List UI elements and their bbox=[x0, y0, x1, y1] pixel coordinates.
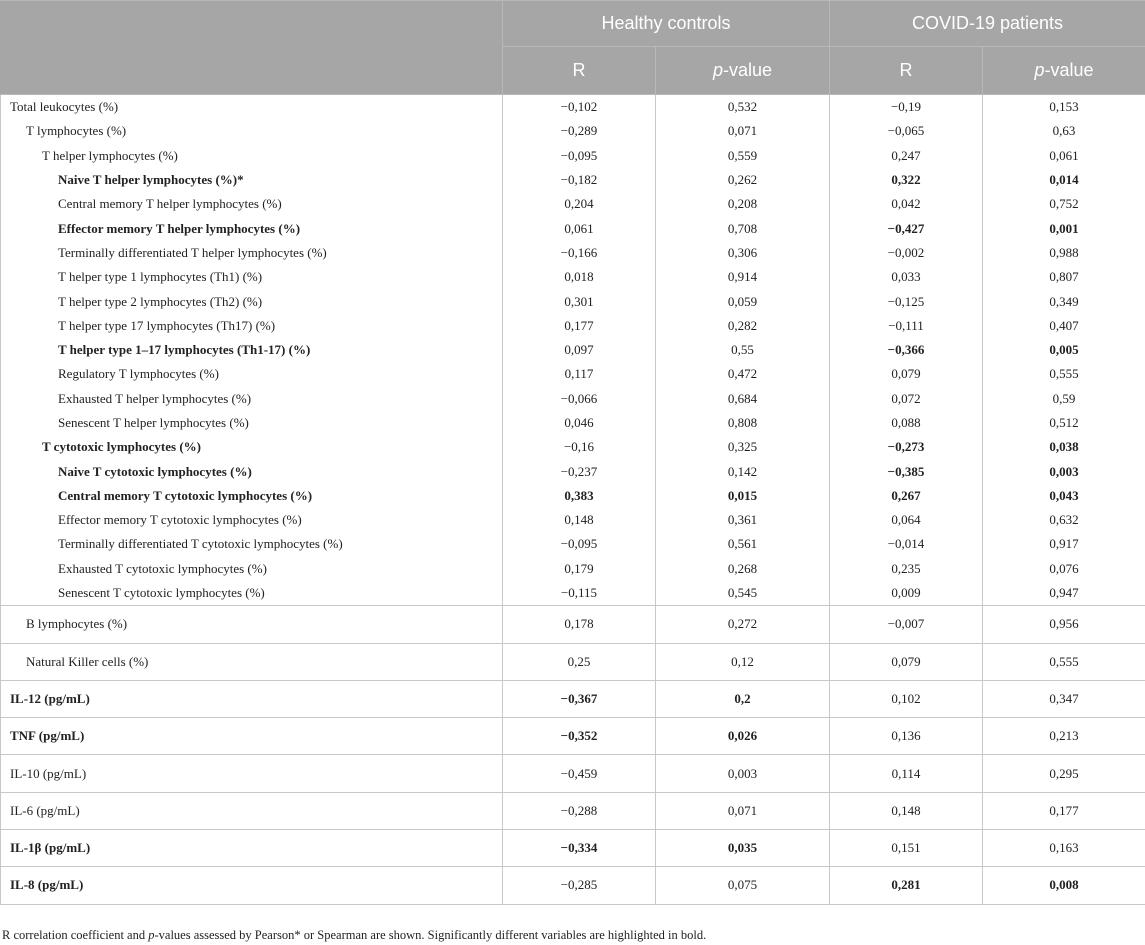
cv-r-value: 0,072 bbox=[830, 387, 983, 411]
cv-p-value: 0,014 bbox=[983, 168, 1145, 192]
cv-p-value: 0,555 bbox=[983, 643, 1145, 680]
hc-p-value: 0,708 bbox=[656, 216, 830, 240]
hc-p-value: 0,272 bbox=[656, 606, 830, 643]
hc-r-value: 0,177 bbox=[503, 314, 656, 338]
cv-r-value: 0,281 bbox=[830, 867, 983, 904]
table-row bbox=[1, 581, 1145, 606]
footnote-part1: R correlation coefficient and bbox=[2, 928, 149, 942]
hc-r-value: 0,061 bbox=[503, 216, 656, 240]
footnote-part2: -values assessed by Pearson* or Spearman are shown. Significantly different variables are highlighted in bold. bbox=[154, 928, 707, 942]
table-row bbox=[1, 241, 1145, 265]
hc-r-value: 0,117 bbox=[503, 362, 656, 386]
hc-p-value: 0,075 bbox=[656, 867, 830, 904]
row-label: Terminally differentiated T cytotoxic lymphocytes (%) bbox=[1, 532, 503, 556]
hc-r-value: 0,018 bbox=[503, 265, 656, 289]
cv-r-value: 0,235 bbox=[830, 557, 983, 581]
hc-p-value: 0,026 bbox=[656, 718, 830, 755]
hc-p-value: 0,684 bbox=[656, 387, 830, 411]
row-label: IL-8 (pg/mL) bbox=[1, 867, 503, 904]
cv-r-value: 0,102 bbox=[830, 680, 983, 717]
cv-r-value: −0,007 bbox=[830, 606, 983, 643]
row-label: T helper lymphocytes (%) bbox=[1, 144, 503, 168]
cv-p-value: 0,001 bbox=[983, 216, 1145, 240]
hc-p-value: 0,142 bbox=[656, 459, 830, 483]
hc-r-value: −0,095 bbox=[503, 144, 656, 168]
cv-r-value: 0,151 bbox=[830, 830, 983, 867]
row-label: Senescent T helper lymphocytes (%) bbox=[1, 411, 503, 435]
row-label: Regulatory T lymphocytes (%) bbox=[1, 362, 503, 386]
cv-r-value: −0,19 bbox=[830, 95, 983, 120]
cv-p-value: 0,043 bbox=[983, 484, 1145, 508]
row-label: T helper type 17 lymphocytes (Th17) (%) bbox=[1, 314, 503, 338]
hc-r-value: −0,367 bbox=[503, 680, 656, 717]
hc-p-value: 0,545 bbox=[656, 581, 830, 606]
cv-r-value: 0,136 bbox=[830, 718, 983, 755]
header-cv-p bbox=[983, 47, 1145, 95]
cv-p-value: 0,153 bbox=[983, 95, 1145, 120]
row-label: Exhausted T helper lymphocytes (%) bbox=[1, 387, 503, 411]
table-row bbox=[1, 216, 1145, 240]
hc-r-value: 0,383 bbox=[503, 484, 656, 508]
row-label: Senescent T cytotoxic lymphocytes (%) bbox=[1, 581, 503, 606]
table-row bbox=[1, 362, 1145, 386]
hc-p-value: 0,208 bbox=[656, 192, 830, 216]
cv-p-value: 0,59 bbox=[983, 387, 1145, 411]
footnote-italic-p: p bbox=[148, 928, 155, 942]
hc-p-value: 0,262 bbox=[656, 168, 830, 192]
hc-r-value: 0,178 bbox=[503, 606, 656, 643]
row-label: T lymphocytes (%) bbox=[1, 119, 503, 143]
cv-r-value: −0,111 bbox=[830, 314, 983, 338]
row-label: Central memory T cytotoxic lymphocytes (%) bbox=[1, 484, 503, 508]
row-label: T helper type 2 lymphocytes (Th2) (%) bbox=[1, 289, 503, 313]
row-label: Terminally differentiated T helper lymphocytes (%) bbox=[1, 241, 503, 265]
table-row bbox=[1, 338, 1145, 362]
cv-p-value: 0,555 bbox=[983, 362, 1145, 386]
hc-r-value: −0,16 bbox=[503, 435, 656, 459]
cv-p-value: 0,005 bbox=[983, 338, 1145, 362]
hc-r-value: −0,095 bbox=[503, 532, 656, 556]
row-label: Central memory T helper lymphocytes (%) bbox=[1, 192, 503, 216]
hc-p-value: 0,532 bbox=[656, 95, 830, 120]
row-label: Exhausted T cytotoxic lymphocytes (%) bbox=[1, 557, 503, 581]
cv-r-value: −0,065 bbox=[830, 119, 983, 143]
hc-p-value: 0,2 bbox=[656, 680, 830, 717]
hc-r-value: 0,046 bbox=[503, 411, 656, 435]
table-row bbox=[1, 484, 1145, 508]
cv-r-value: 0,322 bbox=[830, 168, 983, 192]
cv-p-value: 0,177 bbox=[983, 792, 1145, 829]
row-label: Naive T cytotoxic lymphocytes (%) bbox=[1, 459, 503, 483]
hc-p-value: 0,914 bbox=[656, 265, 830, 289]
row-label: T helper type 1–17 lymphocytes (Th1-17) (%) bbox=[1, 338, 503, 362]
header-cv-p-suffix: -value bbox=[1044, 60, 1094, 80]
row-label: TNF (pg/mL) bbox=[1, 718, 503, 755]
header-healthy-controls: Healthy controls bbox=[503, 1, 830, 47]
hc-p-value: 0,059 bbox=[656, 289, 830, 313]
table-footnote bbox=[2, 928, 706, 943]
row-label: T cytotoxic lymphocytes (%) bbox=[1, 435, 503, 459]
cv-p-value: 0,003 bbox=[983, 459, 1145, 483]
table-row bbox=[1, 606, 1145, 643]
table-row bbox=[1, 680, 1145, 717]
hc-r-value: −0,102 bbox=[503, 95, 656, 120]
hc-p-value: 0,268 bbox=[656, 557, 830, 581]
table-row bbox=[1, 435, 1145, 459]
hc-r-value: 0,148 bbox=[503, 508, 656, 532]
table-row bbox=[1, 532, 1145, 556]
cv-p-value: 0,008 bbox=[983, 867, 1145, 904]
cv-r-value: −0,273 bbox=[830, 435, 983, 459]
cv-r-value: −0,366 bbox=[830, 338, 983, 362]
row-label: IL-12 (pg/mL) bbox=[1, 680, 503, 717]
hc-r-value: −0,459 bbox=[503, 755, 656, 792]
cv-p-value: 0,752 bbox=[983, 192, 1145, 216]
hc-p-value: 0,55 bbox=[656, 338, 830, 362]
row-label: B lymphocytes (%) bbox=[1, 606, 503, 643]
hc-r-value: 0,301 bbox=[503, 289, 656, 313]
table-header bbox=[1, 1, 1145, 95]
cv-p-value: 0,988 bbox=[983, 241, 1145, 265]
table-row bbox=[1, 643, 1145, 680]
cv-p-value: 0,213 bbox=[983, 718, 1145, 755]
cv-r-value: 0,247 bbox=[830, 144, 983, 168]
row-label: IL-1β (pg/mL) bbox=[1, 830, 503, 867]
cv-p-value: 0,63 bbox=[983, 119, 1145, 143]
hc-r-value: −0,115 bbox=[503, 581, 656, 606]
table-row bbox=[1, 289, 1145, 313]
hc-r-value: −0,334 bbox=[503, 830, 656, 867]
cv-r-value: 0,267 bbox=[830, 484, 983, 508]
cv-p-value: 0,295 bbox=[983, 755, 1145, 792]
table-row bbox=[1, 459, 1145, 483]
hc-r-value: −0,289 bbox=[503, 119, 656, 143]
cv-r-value: 0,042 bbox=[830, 192, 983, 216]
row-label: Effector memory T helper lymphocytes (%) bbox=[1, 216, 503, 240]
cv-r-value: −0,427 bbox=[830, 216, 983, 240]
header-covid-patients: COVID-19 patients bbox=[830, 1, 1145, 47]
hc-r-value: 0,097 bbox=[503, 338, 656, 362]
header-cv-p-italic: p bbox=[1034, 60, 1045, 80]
cv-r-value: 0,148 bbox=[830, 792, 983, 829]
table-row bbox=[1, 387, 1145, 411]
cv-r-value: 0,114 bbox=[830, 755, 983, 792]
cv-p-value: 0,956 bbox=[983, 606, 1145, 643]
hc-p-value: 0,325 bbox=[656, 435, 830, 459]
table-body bbox=[1, 95, 1145, 905]
header-hc-p-suffix: -value bbox=[722, 60, 773, 80]
row-label: Naive T helper lymphocytes (%)* bbox=[1, 168, 503, 192]
hc-r-value: −0,066 bbox=[503, 387, 656, 411]
hc-p-value: 0,071 bbox=[656, 119, 830, 143]
header-hc-p bbox=[656, 47, 830, 95]
hc-p-value: 0,472 bbox=[656, 362, 830, 386]
table-row bbox=[1, 119, 1145, 143]
hc-r-value: 0,25 bbox=[503, 643, 656, 680]
table-row bbox=[1, 557, 1145, 581]
cv-p-value: 0,347 bbox=[983, 680, 1145, 717]
table-row bbox=[1, 144, 1145, 168]
hc-r-value: −0,288 bbox=[503, 792, 656, 829]
cv-p-value: 0,632 bbox=[983, 508, 1145, 532]
hc-p-value: 0,035 bbox=[656, 830, 830, 867]
cv-p-value: 0,917 bbox=[983, 532, 1145, 556]
row-label: IL-10 (pg/mL) bbox=[1, 755, 503, 792]
table-row bbox=[1, 867, 1145, 904]
table-row bbox=[1, 411, 1145, 435]
row-label: Natural Killer cells (%) bbox=[1, 643, 503, 680]
hc-p-value: 0,808 bbox=[656, 411, 830, 435]
cv-p-value: 0,061 bbox=[983, 144, 1145, 168]
cv-p-value: 0,038 bbox=[983, 435, 1145, 459]
table-row bbox=[1, 755, 1145, 792]
hc-r-value: −0,285 bbox=[503, 867, 656, 904]
cv-p-value: 0,407 bbox=[983, 314, 1145, 338]
cv-r-value: 0,064 bbox=[830, 508, 983, 532]
cv-r-value: −0,125 bbox=[830, 289, 983, 313]
row-label: Total leukocytes (%) bbox=[1, 95, 503, 120]
hc-r-value: −0,182 bbox=[503, 168, 656, 192]
cv-r-value: −0,014 bbox=[830, 532, 983, 556]
cv-r-value: −0,002 bbox=[830, 241, 983, 265]
table-row bbox=[1, 95, 1145, 120]
cv-r-value: −0,385 bbox=[830, 459, 983, 483]
hc-p-value: 0,12 bbox=[656, 643, 830, 680]
hc-p-value: 0,071 bbox=[656, 792, 830, 829]
hc-p-value: 0,003 bbox=[656, 755, 830, 792]
cv-p-value: 0,947 bbox=[983, 581, 1145, 606]
row-label: Effector memory T cytotoxic lymphocytes (%) bbox=[1, 508, 503, 532]
cv-r-value: 0,088 bbox=[830, 411, 983, 435]
hc-r-value: 0,204 bbox=[503, 192, 656, 216]
table-row bbox=[1, 265, 1145, 289]
cv-r-value: 0,033 bbox=[830, 265, 983, 289]
table-row bbox=[1, 830, 1145, 867]
hc-p-value: 0,559 bbox=[656, 144, 830, 168]
header-corner-cell bbox=[1, 1, 503, 95]
hc-p-value: 0,561 bbox=[656, 532, 830, 556]
hc-r-value: −0,237 bbox=[503, 459, 656, 483]
table-row bbox=[1, 792, 1145, 829]
table-row bbox=[1, 718, 1145, 755]
table-row bbox=[1, 192, 1145, 216]
header-hc-p-italic: p bbox=[712, 60, 723, 80]
header-cv-r: R bbox=[830, 47, 983, 95]
hc-p-value: 0,282 bbox=[656, 314, 830, 338]
hc-r-value: 0,179 bbox=[503, 557, 656, 581]
table-row bbox=[1, 508, 1145, 532]
header-hc-r: R bbox=[503, 47, 656, 95]
cv-p-value: 0,349 bbox=[983, 289, 1145, 313]
header-row-groups bbox=[1, 1, 1145, 47]
hc-p-value: 0,015 bbox=[656, 484, 830, 508]
row-label: T helper type 1 lymphocytes (Th1) (%) bbox=[1, 265, 503, 289]
table-row bbox=[1, 168, 1145, 192]
cv-p-value: 0,807 bbox=[983, 265, 1145, 289]
cv-p-value: 0,512 bbox=[983, 411, 1145, 435]
row-label: IL-6 (pg/mL) bbox=[1, 792, 503, 829]
hc-p-value: 0,306 bbox=[656, 241, 830, 265]
cv-p-value: 0,163 bbox=[983, 830, 1145, 867]
hc-r-value: −0,166 bbox=[503, 241, 656, 265]
cv-r-value: 0,009 bbox=[830, 581, 983, 606]
table-row bbox=[1, 314, 1145, 338]
cv-r-value: 0,079 bbox=[830, 643, 983, 680]
cv-r-value: 0,079 bbox=[830, 362, 983, 386]
hc-r-value: −0,352 bbox=[503, 718, 656, 755]
cv-p-value: 0,076 bbox=[983, 557, 1145, 581]
hc-p-value: 0,361 bbox=[656, 508, 830, 532]
